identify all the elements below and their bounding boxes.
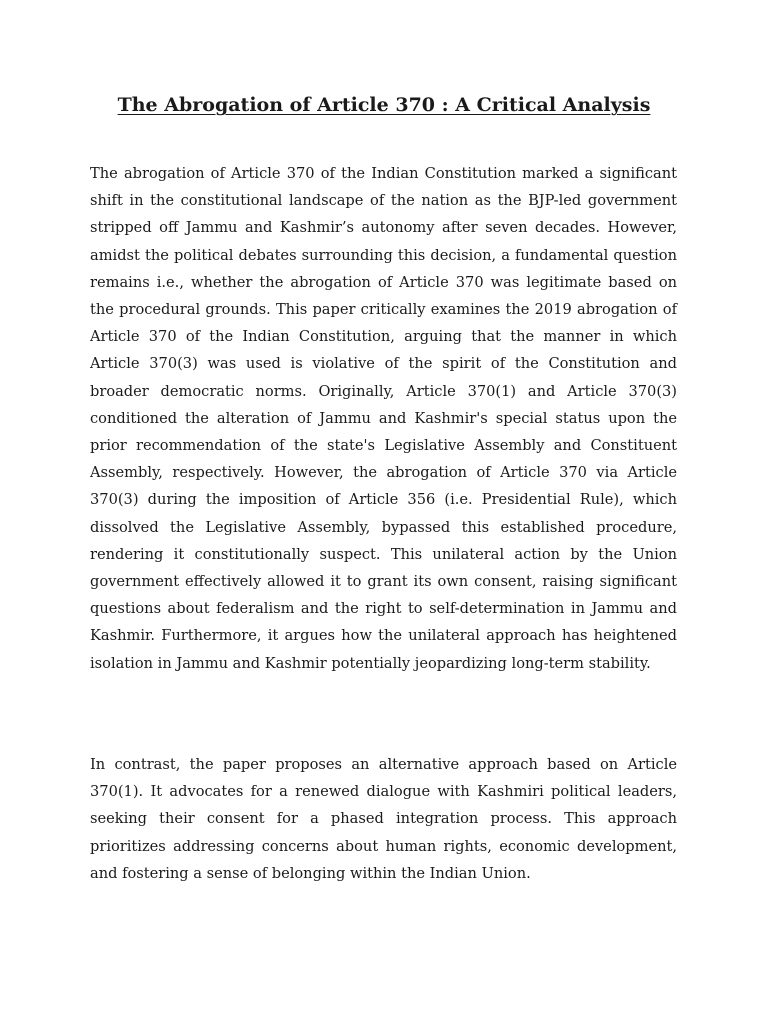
document-title (0, 92, 768, 118)
paragraph-abstract: The abrogation of Article 370 of the Indian Constitution marked a significant shift in the constitutional landscape of the nation as the BJP-led government stripped off Jammu and Kashmir’s autonomy after seven decades. However, amidst the political debates surrounding this decision, a fundamental question remains i.e., whether the abrogation of Article 370 was legitimate based on the procedural grounds. This paper critically examines the 2019 abrogation of Article 370 of the Indian Constitution, arguing that the manner in which Article 370(3) was used is violative of the spirit of the Constitution and broader democratic norms. Originally, Article 370(1) and Article 370(3) conditioned the alteration of Jammu and Kashmir's special status upon the prior recommendation of the state's Legislative Assembly and Constituent Assembly, respectively. However, the abrogation of Article 370 via Article 370(3) during the imposition of Article 356 (i.e. Presidential Rule), which dissolved the Legislative Assembly, bypassed this established procedure, rendering it constitutionally suspect. This unilateral action by the Union government effectively allowed it to grant its own consent, raising significant questions about federalism and the right to self-determination in Jammu and Kashmir. Furthermore, it argues how the unilateral approach has heightened isolation in Jammu and Kashmir potentially jeopardizing long-term stability. (90, 165, 677, 672)
document-title-text: The Abrogation of Article 370 : A Critical Analysis (117, 94, 651, 116)
paragraph-alternative-approach: In contrast, the paper proposes an alternative approach based on Article 370(1). It advocates for a renewed dialogue with Kashmiri political leaders, seeking their consent for a phased integration process. This approach prioritizes addressing concerns about human rights, economic development, and fostering a sense of belonging within the Indian Union. (90, 756, 677, 882)
